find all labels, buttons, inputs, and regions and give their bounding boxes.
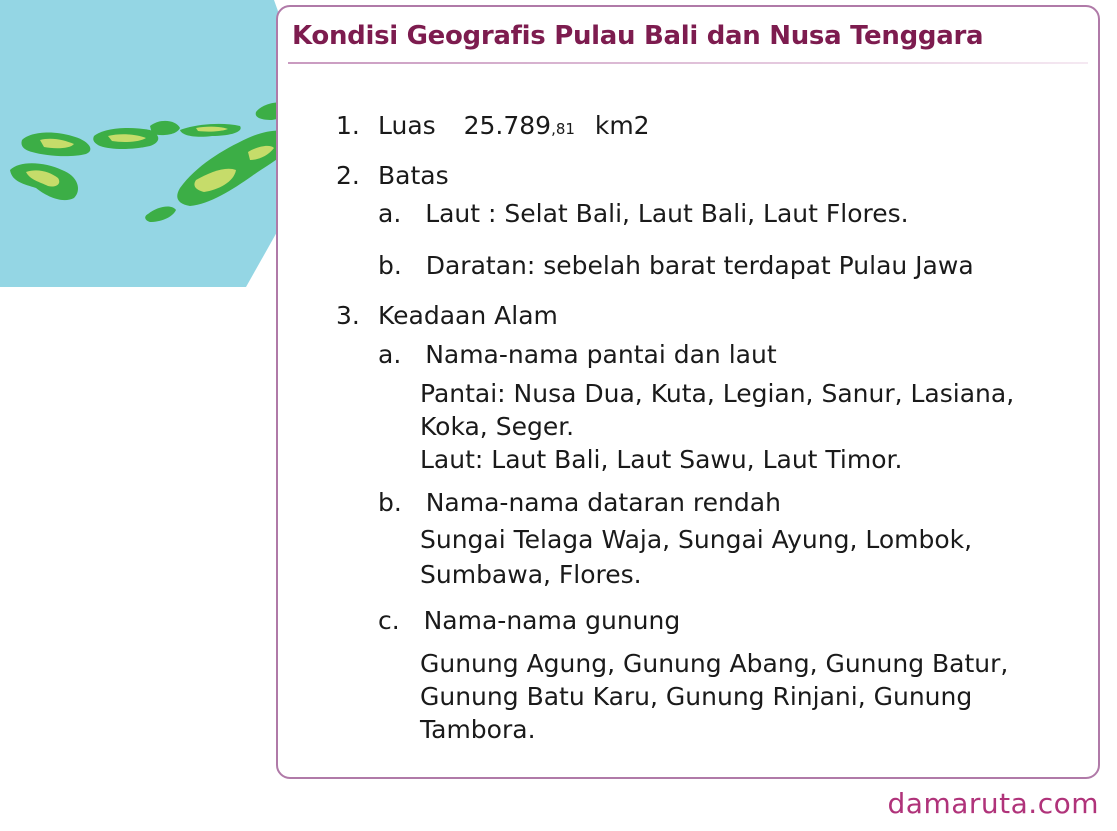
detail-line: Gunung Batu Karu, Gunung Rinjani, Gunung bbox=[420, 682, 973, 711]
sub-text: : sebelah barat terdapat Pulau Jawa bbox=[526, 251, 974, 280]
item-area bbox=[378, 111, 650, 140]
detail-line: Pantai: Nusa Dua, Kuta, Legian, Sanur, Lasiana, bbox=[420, 379, 1015, 408]
sub-text: : Selat Bali, Laut Bali, Laut Flores. bbox=[488, 199, 909, 228]
detail-line: Sungai Telaga Waja, Sungai Ayung, Lombok, bbox=[420, 525, 973, 554]
detail-line: Gunung Agung, Gunung Abang, Gunung Batur, bbox=[420, 649, 1009, 678]
watermark: damaruta.com bbox=[887, 787, 1099, 820]
area-value-decimal: ,81 bbox=[551, 120, 575, 138]
sub-item-pantai-laut bbox=[378, 340, 777, 369]
detail-line: Koka, Seger. bbox=[420, 412, 575, 441]
detail-line: Laut: Laut Bali, Laut Sawu, Laut Timor. bbox=[420, 445, 903, 474]
area-unit: km2 bbox=[594, 111, 650, 140]
area-value: 25.789 bbox=[463, 111, 552, 140]
card-title: Kondisi Geografis Pulau Bali dan Nusa Tenggara bbox=[292, 21, 984, 51]
item-label-keadaan-alam: Keadaan Alam bbox=[378, 301, 558, 330]
item-label-batas: Batas bbox=[378, 161, 449, 190]
sub-letter: c. bbox=[378, 606, 400, 635]
detail-line: Tambora. bbox=[420, 715, 536, 744]
sub-label: Nama-nama gunung bbox=[423, 606, 681, 635]
sub-label: Daratan bbox=[425, 251, 527, 280]
sub-item-dataran-rendah bbox=[378, 488, 781, 517]
sub-item-laut bbox=[378, 199, 909, 228]
sub-item-gunung bbox=[378, 606, 680, 635]
item-number: 2. bbox=[336, 161, 360, 190]
area-label: Luas bbox=[378, 111, 436, 140]
sub-label: Nama-nama pantai dan laut bbox=[425, 340, 777, 369]
sub-letter: a. bbox=[378, 340, 402, 369]
item-number: 1. bbox=[336, 111, 360, 140]
info-card bbox=[276, 5, 1100, 779]
sub-label: Nama-nama dataran rendah bbox=[425, 488, 781, 517]
sub-letter: a. bbox=[378, 199, 402, 228]
item-number: 3. bbox=[336, 301, 360, 330]
detail-line: Sumbawa, Flores. bbox=[420, 560, 642, 589]
sub-letter: b. bbox=[378, 251, 402, 280]
sub-label: Laut bbox=[425, 199, 481, 228]
title-divider bbox=[288, 62, 1088, 64]
sub-letter: b. bbox=[378, 488, 402, 517]
sub-item-daratan bbox=[378, 251, 974, 280]
